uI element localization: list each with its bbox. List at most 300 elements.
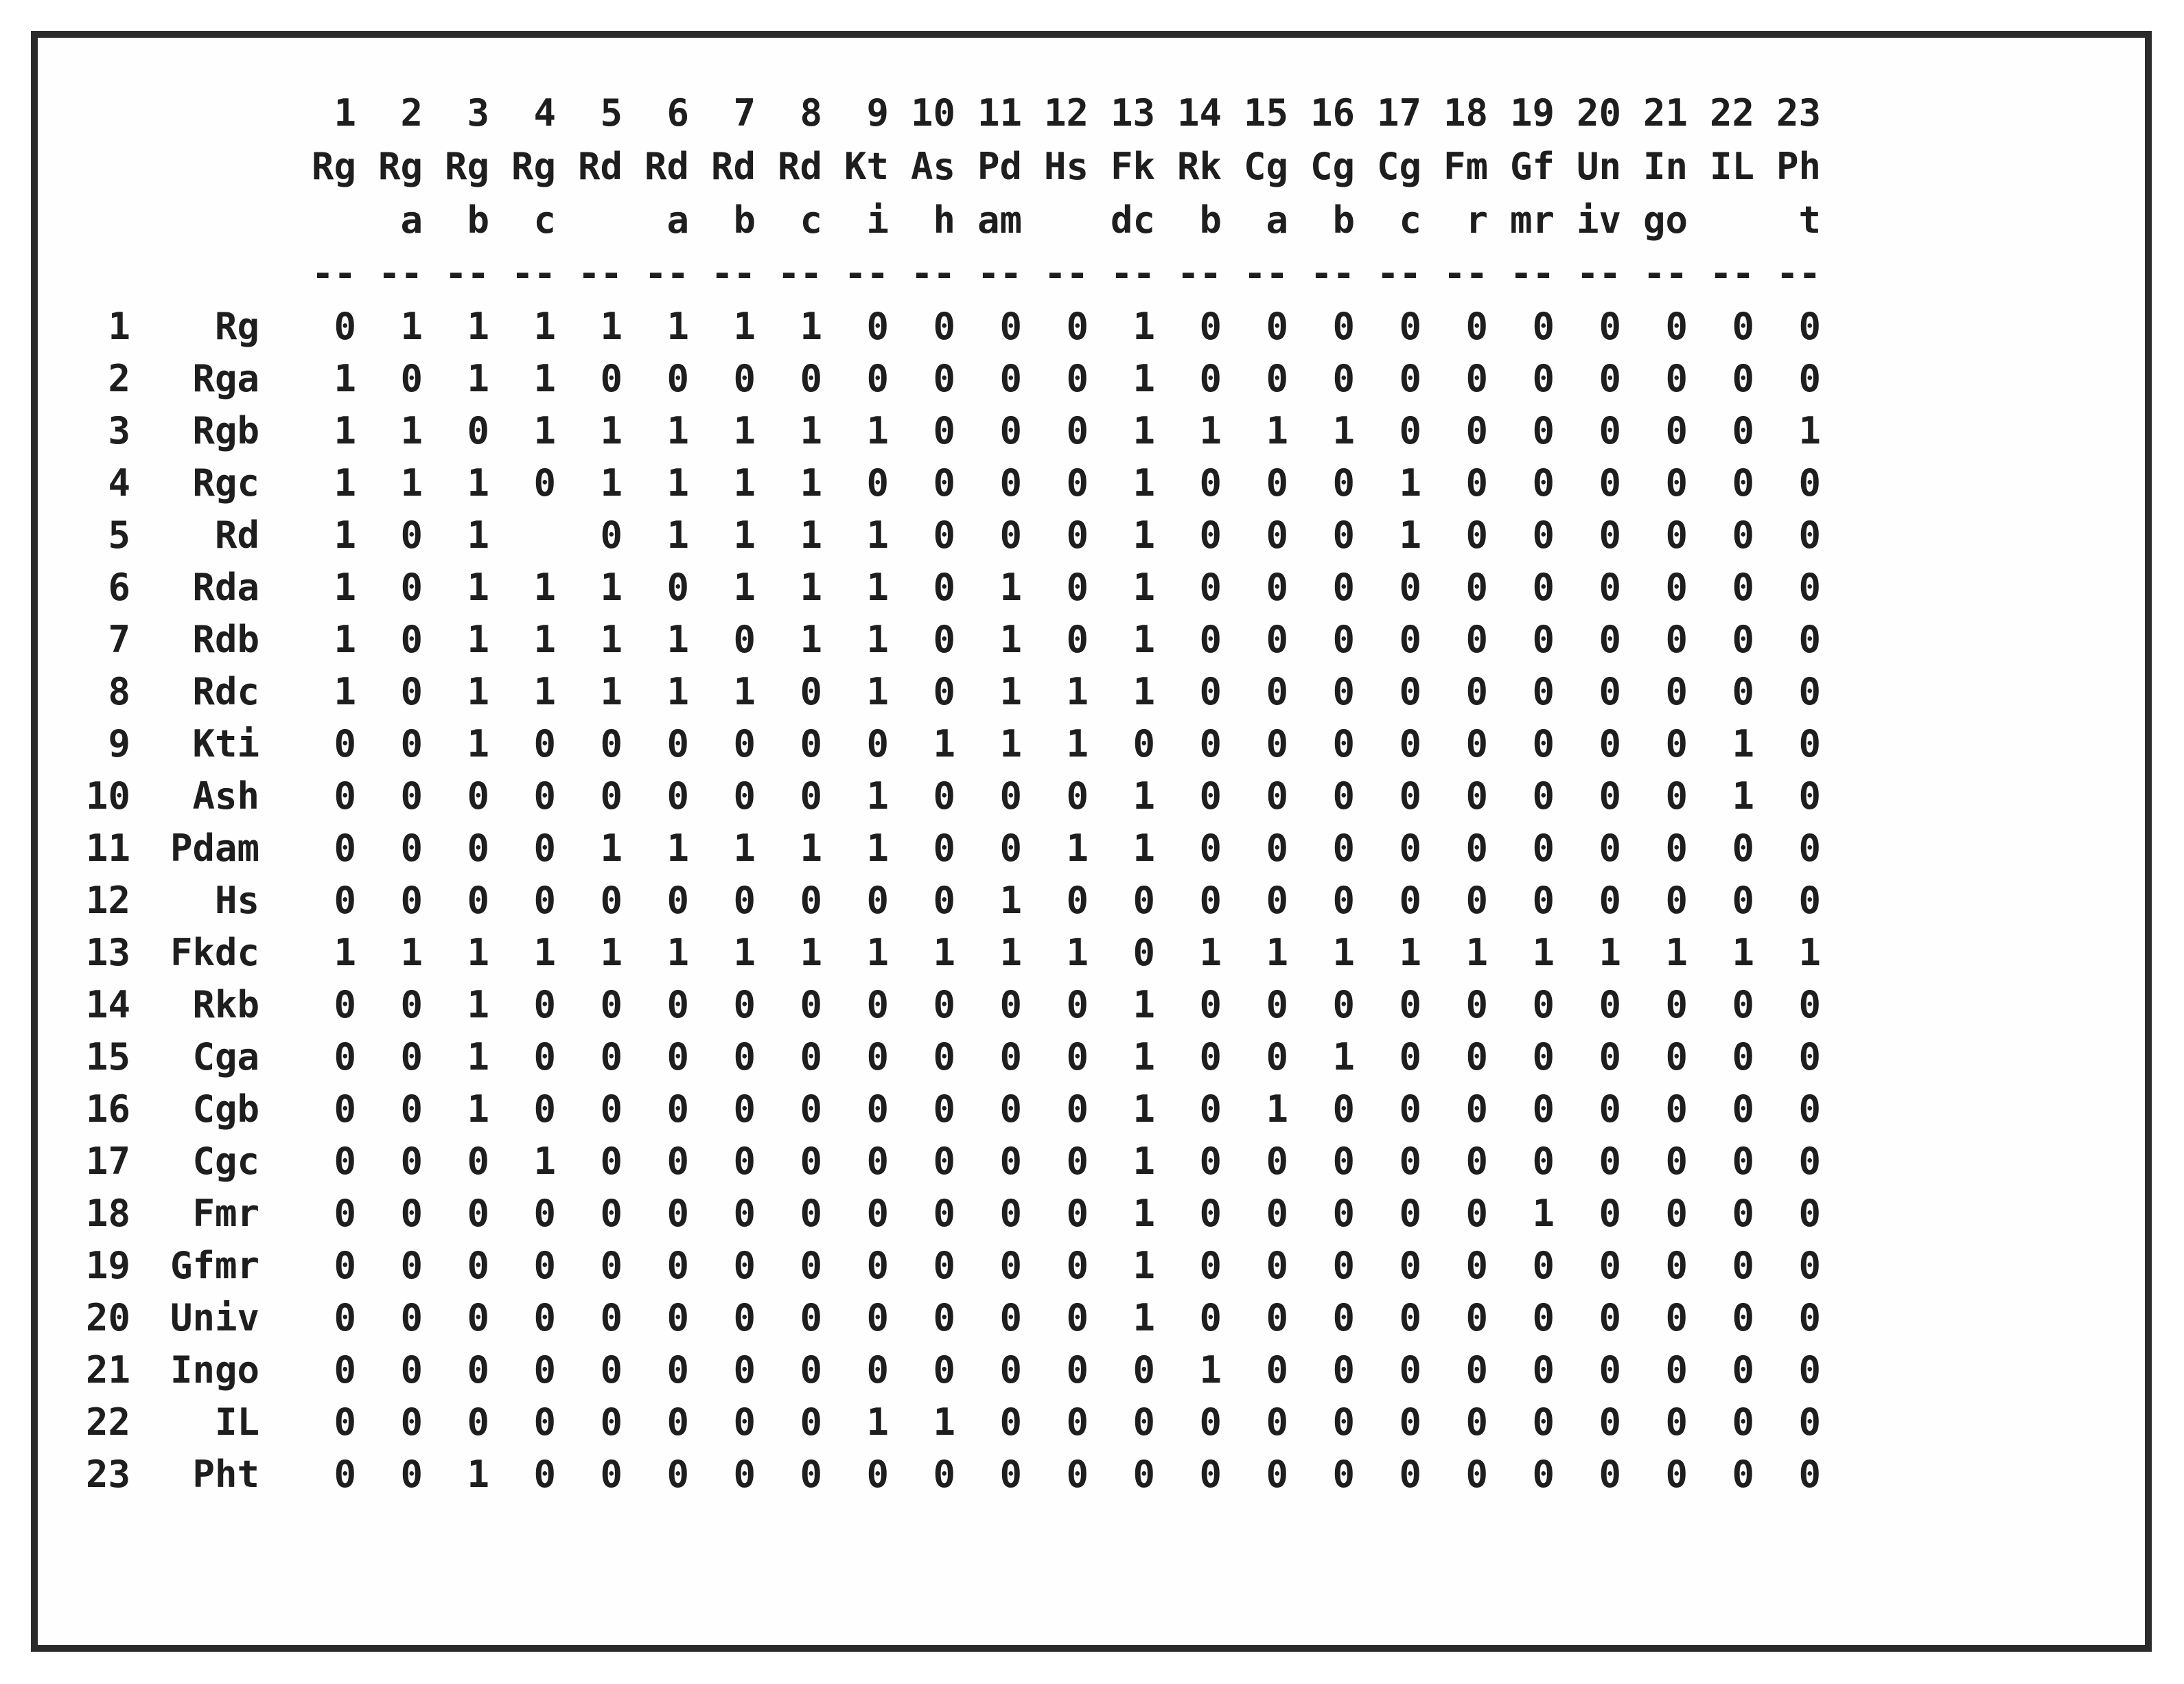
matrix-cell: 0: [733, 1035, 756, 1079]
matrix-cell: 0: [1332, 461, 1355, 505]
column-labels-top-row: [75, 139, 1821, 193]
matrix-cell: 0: [1399, 1348, 1421, 1392]
matrix-cell: 0: [1665, 1139, 1688, 1183]
matrix-row: [75, 1083, 1821, 1135]
matrix-cell: 1: [1132, 461, 1155, 505]
matrix-cell: 0: [666, 774, 689, 818]
matrix-cell: 0: [1599, 1139, 1621, 1183]
row-number: 18: [85, 1191, 130, 1235]
column-label-bottom: i: [866, 198, 889, 242]
matrix-cell: 0: [334, 826, 356, 870]
matrix-cell: 0: [400, 1139, 423, 1183]
row-number: 8: [108, 669, 130, 713]
matrix-cell: 0: [800, 722, 822, 765]
matrix-cell: 1: [400, 930, 423, 974]
row-spacer: [259, 1083, 290, 1135]
row-label: Rd: [214, 513, 259, 557]
matrix-cell: 1: [467, 1452, 489, 1496]
matrix-row: [75, 717, 1821, 770]
matrix-cell: 0: [999, 1295, 1022, 1339]
row-number: 2: [108, 356, 130, 400]
matrix-cell: 0: [866, 1087, 889, 1131]
matrix-cell: 0: [1599, 1087, 1621, 1131]
matrix-cell: 1: [1132, 1087, 1155, 1131]
row-spacer: [259, 1187, 290, 1239]
matrix-cell: 0: [866, 1139, 889, 1183]
matrix-cell: 1: [666, 513, 689, 557]
matrix-cell: 0: [400, 356, 423, 400]
row-number: 9: [108, 722, 130, 765]
matrix-cell: 0: [1399, 1191, 1421, 1235]
matrix-cell: 0: [1266, 1348, 1288, 1392]
matrix-cell: 0: [400, 826, 423, 870]
matrix-cell: 0: [733, 774, 756, 818]
matrix-cell: 0: [1399, 408, 1421, 452]
matrix-cell: 0: [1465, 878, 1488, 922]
matrix-cell: 0: [933, 826, 955, 870]
matrix-cell: 0: [1465, 982, 1488, 1026]
matrix-cell: 0: [1732, 1243, 1754, 1287]
matrix-cell: 0: [1798, 1348, 1821, 1392]
matrix-cell: 0: [1732, 304, 1754, 348]
matrix-cell: 0: [334, 1139, 356, 1183]
matrix-row: [75, 457, 1821, 509]
column-separator: --: [1642, 251, 1688, 295]
matrix-cell: 0: [1199, 1400, 1222, 1444]
matrix-cell: 1: [1332, 930, 1355, 974]
matrix-cell: 1: [866, 774, 889, 818]
matrix-cell: 0: [1665, 669, 1688, 713]
matrix-cell: 0: [866, 461, 889, 505]
column-number: 3: [467, 91, 489, 135]
matrix-cell: 0: [1732, 1191, 1754, 1235]
matrix-cell: 0: [600, 722, 623, 765]
matrix-cell: 0: [1665, 461, 1688, 505]
matrix-cell: 0: [1465, 513, 1488, 557]
column-number: 15: [1243, 91, 1288, 135]
column-separator: --: [444, 251, 489, 295]
column-separator: --: [710, 251, 756, 295]
matrix-cell: 0: [533, 1243, 556, 1287]
row-spacer: [259, 926, 290, 978]
matrix-cell: 0: [1732, 878, 1754, 922]
matrix-cell: 0: [1266, 1035, 1288, 1079]
matrix-cell: 0: [800, 669, 822, 713]
column-separator: --: [1043, 251, 1089, 295]
matrix-cell: 0: [1532, 461, 1555, 505]
column-number: 7: [733, 91, 756, 135]
matrix-cell: 0: [866, 304, 889, 348]
matrix-cell: 0: [666, 1400, 689, 1444]
matrix-row: [75, 561, 1821, 613]
column-label-bottom: go: [1642, 198, 1688, 242]
matrix-cell: 1: [733, 461, 756, 505]
matrix-cell: 0: [600, 1035, 623, 1079]
matrix-cell: 0: [1132, 1400, 1155, 1444]
matrix-cell: 1: [733, 408, 756, 452]
matrix-cell: 1: [334, 513, 356, 557]
matrix-cell: 0: [1199, 669, 1222, 713]
column-label-top: Hs: [1043, 144, 1089, 188]
matrix-cell: 0: [933, 1191, 955, 1235]
matrix-cell: 1: [733, 565, 756, 609]
matrix-cell: 1: [1066, 826, 1089, 870]
matrix-cell: 0: [600, 1139, 623, 1183]
matrix-cell: 0: [1599, 774, 1621, 818]
matrix-cell: 0: [866, 1243, 889, 1287]
matrix-cell: 1: [1399, 930, 1421, 974]
matrix-cell: 1: [600, 408, 623, 452]
matrix-cell: 1: [600, 669, 623, 713]
matrix-cell: 1: [866, 513, 889, 557]
column-label-bottom: mr: [1509, 198, 1555, 242]
header-spacer: [75, 246, 130, 300]
matrix-cell: 1: [666, 930, 689, 974]
matrix-cell: 0: [1465, 565, 1488, 609]
matrix-cell: 1: [1132, 565, 1155, 609]
matrix-cell: 0: [1066, 304, 1089, 348]
header-spacer: [75, 139, 130, 193]
matrix-cell: 0: [1732, 513, 1754, 557]
matrix-cell: 0: [1732, 1087, 1754, 1131]
matrix-cell: 0: [334, 1348, 356, 1392]
matrix-cell: 1: [999, 565, 1022, 609]
column-separator: --: [511, 251, 556, 295]
matrix-cell: 1: [1332, 1035, 1355, 1079]
header-spacer: [259, 139, 290, 193]
matrix-cell: 0: [1465, 774, 1488, 818]
matrix-row: [75, 1343, 1821, 1396]
matrix-cell: 0: [666, 565, 689, 609]
matrix-cell: 0: [1532, 408, 1555, 452]
matrix-row: [75, 404, 1821, 457]
matrix-cell: 0: [533, 1452, 556, 1496]
column-separator: --: [311, 251, 356, 295]
column-separator: --: [977, 251, 1022, 295]
row-label: Ingo: [170, 1348, 259, 1392]
matrix-cell: 1: [999, 617, 1022, 661]
matrix-cell: 0: [933, 1348, 955, 1392]
matrix-cell: 0: [999, 304, 1022, 348]
matrix-cell: 1: [467, 1035, 489, 1079]
matrix-cell: 0: [999, 826, 1022, 870]
matrix-cell: 0: [1532, 513, 1555, 557]
matrix-cell: 1: [1132, 1295, 1155, 1339]
matrix-cell: 0: [733, 722, 756, 765]
matrix-cell: 1: [334, 356, 356, 400]
matrix-cell: 0: [933, 461, 955, 505]
matrix-cell: 0: [1665, 826, 1688, 870]
matrix-cell: 0: [933, 356, 955, 400]
matrix-cell: 0: [1532, 1087, 1555, 1131]
column-number: 14: [1176, 91, 1222, 135]
matrix-cell: 1: [666, 408, 689, 452]
matrix-cell: 0: [1399, 722, 1421, 765]
matrix-cell: 0: [1532, 1348, 1555, 1392]
matrix-cell: 0: [1532, 722, 1555, 765]
matrix-cell: 0: [400, 1295, 423, 1339]
row-label: Pht: [192, 1452, 259, 1496]
matrix-cell: 0: [999, 1400, 1022, 1444]
matrix-cell: 0: [600, 513, 623, 557]
matrix-cell: 1: [467, 669, 489, 713]
matrix-cell: 0: [1266, 356, 1288, 400]
matrix-cell: 1: [933, 930, 955, 974]
column-number: 23: [1776, 91, 1821, 135]
matrix-cell: 1: [1332, 408, 1355, 452]
matrix-cell: 0: [1266, 304, 1288, 348]
matrix-cell: 1: [800, 408, 822, 452]
matrix-cell: 0: [1665, 1191, 1688, 1235]
matrix-cell: 0: [533, 1400, 556, 1444]
matrix-cell: 0: [1332, 513, 1355, 557]
matrix-cell: 0: [1798, 617, 1821, 661]
matrix-cell: 0: [1532, 982, 1555, 1026]
matrix-cell: [489, 509, 556, 561]
row-spacer: [259, 1396, 290, 1448]
matrix-row: [75, 665, 1821, 717]
matrix-cell: 0: [400, 1452, 423, 1496]
column-numbers-row: [75, 86, 1821, 139]
matrix-cell: 0: [1798, 304, 1821, 348]
matrix-cell: 1: [1532, 1191, 1555, 1235]
matrix-cell: 1: [334, 461, 356, 505]
matrix-cell: 1: [467, 304, 489, 348]
header-spacer: [130, 193, 259, 246]
row-number: 20: [85, 1295, 130, 1339]
matrix-row: [75, 1291, 1821, 1343]
column-label-top: Rg: [377, 144, 423, 188]
matrix-cell: 1: [1599, 930, 1621, 974]
matrix-row: [75, 1030, 1821, 1083]
matrix-cell: 1: [533, 930, 556, 974]
matrix-cell: 0: [1399, 617, 1421, 661]
matrix-cell: 0: [999, 461, 1022, 505]
matrix-cell: 0: [1066, 1243, 1089, 1287]
matrix-cell: 1: [800, 617, 822, 661]
matrix-cell: 0: [1332, 1191, 1355, 1235]
matrix-cell: 1: [467, 565, 489, 609]
row-number: 6: [108, 565, 130, 609]
column-label-top: Kt: [844, 144, 889, 188]
separator-row: [75, 246, 1821, 300]
row-number: 16: [85, 1087, 130, 1131]
matrix-cell: 1: [533, 565, 556, 609]
matrix-cell: 0: [1332, 878, 1355, 922]
row-label: Cga: [192, 1035, 259, 1079]
column-number: 9: [866, 91, 889, 135]
row-number: 5: [108, 513, 130, 557]
matrix-cell: 1: [1732, 774, 1754, 818]
matrix-cell: 0: [1798, 1452, 1821, 1496]
column-label-top: IL: [1709, 144, 1754, 188]
column-number: 10: [910, 91, 955, 135]
column-label-bottom: a: [1266, 198, 1288, 242]
matrix-cell: 0: [1266, 669, 1288, 713]
matrix-cell: 0: [1665, 565, 1688, 609]
matrix-cell: 1: [999, 669, 1022, 713]
matrix-cell: 0: [1266, 1452, 1288, 1496]
row-number: 3: [108, 408, 130, 452]
matrix-cell: 0: [1732, 617, 1754, 661]
matrix-cell: 0: [1599, 1452, 1621, 1496]
matrix-cell: 0: [1599, 1035, 1621, 1079]
matrix-cell: 1: [999, 930, 1022, 974]
row-spacer: [259, 613, 290, 665]
matrix-cell: 0: [999, 1452, 1022, 1496]
matrix-cell: 0: [933, 982, 955, 1026]
column-separator: --: [1110, 251, 1155, 295]
matrix-cell: 0: [1399, 826, 1421, 870]
column-label-top: In: [1642, 144, 1688, 188]
matrix-cell: 0: [600, 982, 623, 1026]
row-spacer: [259, 1343, 290, 1396]
row-number: 7: [108, 617, 130, 661]
matrix-cell: 1: [733, 930, 756, 974]
matrix-cell: 0: [1199, 356, 1222, 400]
matrix-cell: 0: [1066, 1452, 1089, 1496]
row-spacer: [259, 874, 290, 926]
matrix-cell: 0: [1532, 1452, 1555, 1496]
header-spacer: [130, 86, 259, 139]
matrix-cell: 1: [1066, 930, 1089, 974]
matrix-row: [75, 613, 1821, 665]
column-number: 16: [1310, 91, 1355, 135]
matrix-cell: 0: [1332, 304, 1355, 348]
matrix-cell: 0: [866, 1191, 889, 1235]
matrix-cell: 1: [666, 304, 689, 348]
header-spacer: [75, 193, 130, 246]
matrix-cell: 0: [1132, 930, 1155, 974]
matrix-cell: 0: [1332, 1243, 1355, 1287]
matrix-cell: 0: [800, 1139, 822, 1183]
column-label-top: Rd: [777, 144, 822, 188]
matrix-cell: 0: [533, 826, 556, 870]
matrix-cell: 0: [400, 513, 423, 557]
matrix-cell: 0: [1266, 982, 1288, 1026]
matrix-cell: 0: [933, 774, 955, 818]
matrix-cell: 0: [1399, 304, 1421, 348]
matrix-cell: 0: [866, 356, 889, 400]
matrix-cell: 0: [533, 1087, 556, 1131]
row-number: 4: [108, 461, 130, 505]
matrix-cell: 1: [1665, 930, 1688, 974]
matrix-cell: 0: [933, 878, 955, 922]
matrix-body: [75, 300, 1821, 1500]
matrix-cell: 0: [1266, 722, 1288, 765]
matrix-cell: 0: [1798, 513, 1821, 557]
matrix-row: [75, 1448, 1821, 1500]
matrix-cell: 0: [600, 774, 623, 818]
matrix-cell: 0: [1066, 878, 1089, 922]
row-label: Hs: [214, 878, 259, 922]
matrix-cell: 0: [400, 1087, 423, 1131]
matrix-cell: 0: [400, 617, 423, 661]
matrix-cell: 0: [1665, 1243, 1688, 1287]
matrix-cell: 1: [1132, 1035, 1155, 1079]
matrix-cell: 0: [1732, 565, 1754, 609]
matrix-cell: 0: [1266, 1139, 1288, 1183]
column-number: 20: [1576, 91, 1621, 135]
matrix-cell: 0: [1465, 1243, 1488, 1287]
matrix-cell: 0: [1066, 565, 1089, 609]
matrix-cell: 1: [866, 408, 889, 452]
matrix-cell: 0: [1798, 669, 1821, 713]
matrix-cell: 1: [467, 356, 489, 400]
matrix-cell: 0: [400, 565, 423, 609]
row-label: Pdam: [170, 826, 259, 870]
matrix-cell: 0: [733, 1139, 756, 1183]
column-separator: --: [1709, 251, 1754, 295]
matrix-cell: 1: [666, 669, 689, 713]
matrix-cell: 0: [1599, 722, 1621, 765]
matrix-cell: 0: [1599, 617, 1621, 661]
matrix-cell: 1: [334, 408, 356, 452]
column-separator: --: [910, 251, 955, 295]
matrix-cell: 0: [733, 1400, 756, 1444]
matrix-cell: 0: [800, 982, 822, 1026]
column-label-bottom: [556, 193, 623, 246]
matrix-cell: 0: [1066, 1191, 1089, 1235]
matrix-cell: 1: [600, 617, 623, 661]
row-number: 19: [85, 1243, 130, 1287]
matrix-cell: 0: [1132, 878, 1155, 922]
row-label: Rg: [214, 304, 259, 348]
matrix-cell: 0: [1399, 1452, 1421, 1496]
matrix-cell: 0: [1266, 565, 1288, 609]
matrix-cell: 0: [1665, 513, 1688, 557]
matrix-cell: 1: [467, 722, 489, 765]
matrix-cell: 1: [733, 304, 756, 348]
matrix-cell: 0: [400, 1191, 423, 1235]
row-label: Rda: [192, 565, 259, 609]
matrix-cell: 0: [467, 774, 489, 818]
column-label-top: Rd: [577, 144, 623, 188]
matrix-cell: 0: [1399, 774, 1421, 818]
matrix-cell: 0: [400, 878, 423, 922]
matrix-cell: 1: [600, 826, 623, 870]
matrix-cell: 0: [1332, 617, 1355, 661]
matrix-cell: 0: [1798, 1035, 1821, 1079]
matrix-cell: 0: [1665, 408, 1688, 452]
matrix-cell: 0: [400, 982, 423, 1026]
matrix-cell: 1: [600, 930, 623, 974]
matrix-cell: 0: [467, 1348, 489, 1392]
matrix-row: [75, 509, 1821, 561]
matrix-cell: 0: [866, 1452, 889, 1496]
matrix-cell: 1: [1199, 930, 1222, 974]
matrix-cell: 0: [1599, 565, 1621, 609]
matrix-cell: 0: [1665, 878, 1688, 922]
matrix-row: [75, 1396, 1821, 1448]
matrix-cell: 0: [1465, 617, 1488, 661]
matrix-cell: 0: [1599, 878, 1621, 922]
matrix-cell: 0: [1066, 513, 1089, 557]
matrix-cell: 0: [933, 1035, 955, 1079]
column-number: 6: [666, 91, 689, 135]
matrix-cell: 0: [400, 1035, 423, 1079]
matrix-cell: 1: [600, 565, 623, 609]
column-label-bottom: c: [533, 198, 556, 242]
matrix-cell: 0: [666, 982, 689, 1026]
matrix-cell: 0: [1199, 1087, 1222, 1131]
matrix-cell: 0: [866, 1295, 889, 1339]
matrix-cell: 0: [999, 513, 1022, 557]
matrix-cell: 0: [1798, 1400, 1821, 1444]
matrix-cell: 1: [999, 722, 1022, 765]
matrix-cell: 0: [1399, 356, 1421, 400]
matrix-cell: 0: [1399, 1087, 1421, 1131]
